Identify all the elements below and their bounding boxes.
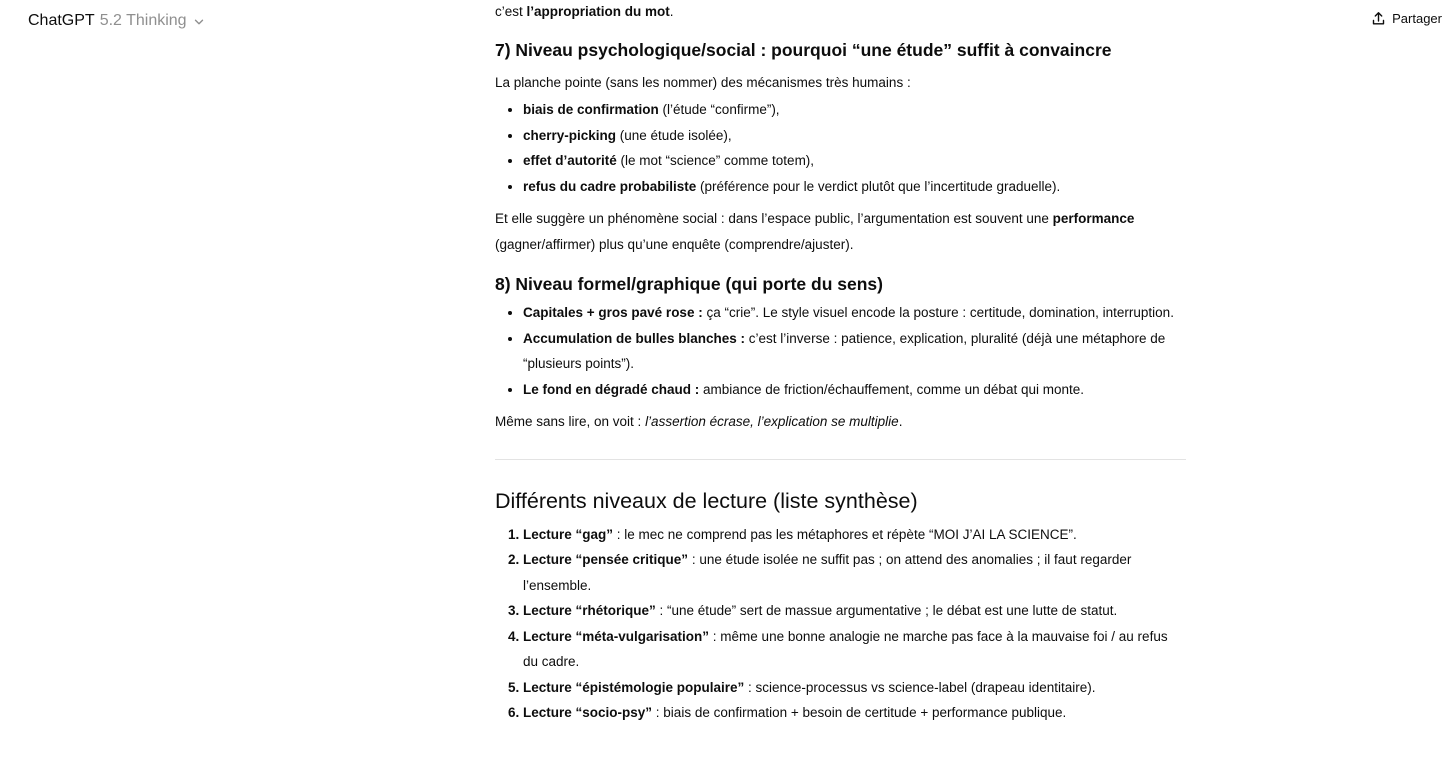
list-item: • Le fond en dégradé chaud : ambiance de friction/échauffement, comme un débat qui monte. [523, 377, 1186, 403]
top-fragment: c’est l’appropriation du mot. [495, 4, 674, 19]
model-selector[interactable] [28, 12, 204, 30]
summary-list [495, 522, 1186, 726]
list-item: 5. Lecture “épistémologie populaire” : science-processus vs science-label (drapeau identitaire). [523, 675, 1186, 701]
share-label: Partager [1392, 11, 1442, 26]
model-version: 5.2 Thinking [99, 12, 187, 29]
section-7-outro: Et elle suggère un phénomène social : dans l’espace public, l’argumentation est souvent une performance (gagner/affirmer) plus qu’une enquête (comprendre/ajuster). [495, 211, 1135, 252]
list-item: • biais de confirmation (l’étude “confirme”), [523, 97, 1186, 123]
section-7-heading: 7) Niveau psychologique/social : pourquoi “une étude” suffit à convaincre [495, 39, 1112, 60]
divider [495, 459, 1186, 460]
section-7-list [495, 97, 1186, 199]
list-item: • effet d’autorité (le mot “science” comme totem), [523, 148, 1186, 174]
list-item: 6. Lecture “socio-psy” : biais de confirmation + besoin de certitude + performance publique. [523, 700, 1186, 726]
section-8-outro: Même sans lire, on voit : l’assertion écrase, l’explication se multiplie. [495, 414, 903, 429]
list-item: • cherry-picking (une étude isolée), [523, 123, 1186, 149]
chevron-down-icon [194, 17, 204, 27]
list-item: • Accumulation de bulles blanches : c’est l’inverse : patience, explication, pluralité (déjà une métaphore de “plusieurs points”). [523, 326, 1186, 377]
section-8-list [495, 300, 1186, 402]
list-item: 3. Lecture “rhétorique” : “une étude” sert de massue argumentative ; le débat est une lutte de statut. [523, 598, 1186, 624]
model-name: ChatGPT [28, 12, 95, 29]
list-item: • refus du cadre probabiliste (préférence pour le verdict plutôt que l’incertitude graduelle). [523, 174, 1186, 200]
share-icon [1371, 11, 1386, 26]
list-item: 1. Lecture “gag” : le mec ne comprend pas les métaphores et répète “MOI J’AI LA SCIENCE”. [523, 522, 1186, 548]
list-item: 2. Lecture “pensée critique” : une étude isolée ne suffit pas ; on attend des anomalies ; il faut regarder l’ensemble. [523, 547, 1186, 598]
list-item: • Capitales + gros pavé rose : ça “crie”. Le style visuel encode la posture : certitude, domination, interruption. [523, 300, 1186, 326]
summary-heading: Différents niveaux de lecture (liste synthèse) [495, 488, 918, 513]
assistant-message [495, 0, 1186, 726]
section-7-intro: La planche pointe (sans les nommer) des mécanismes très humains : [495, 74, 911, 90]
list-item: 4. Lecture “méta-vulgarisation” : même une bonne analogie ne marche pas face à la mauvaise foi / au refus du cadre. [523, 624, 1186, 675]
section-8-heading: 8) Niveau formel/graphique (qui porte du sens) [495, 274, 883, 294]
share-button[interactable] [1371, 11, 1442, 26]
